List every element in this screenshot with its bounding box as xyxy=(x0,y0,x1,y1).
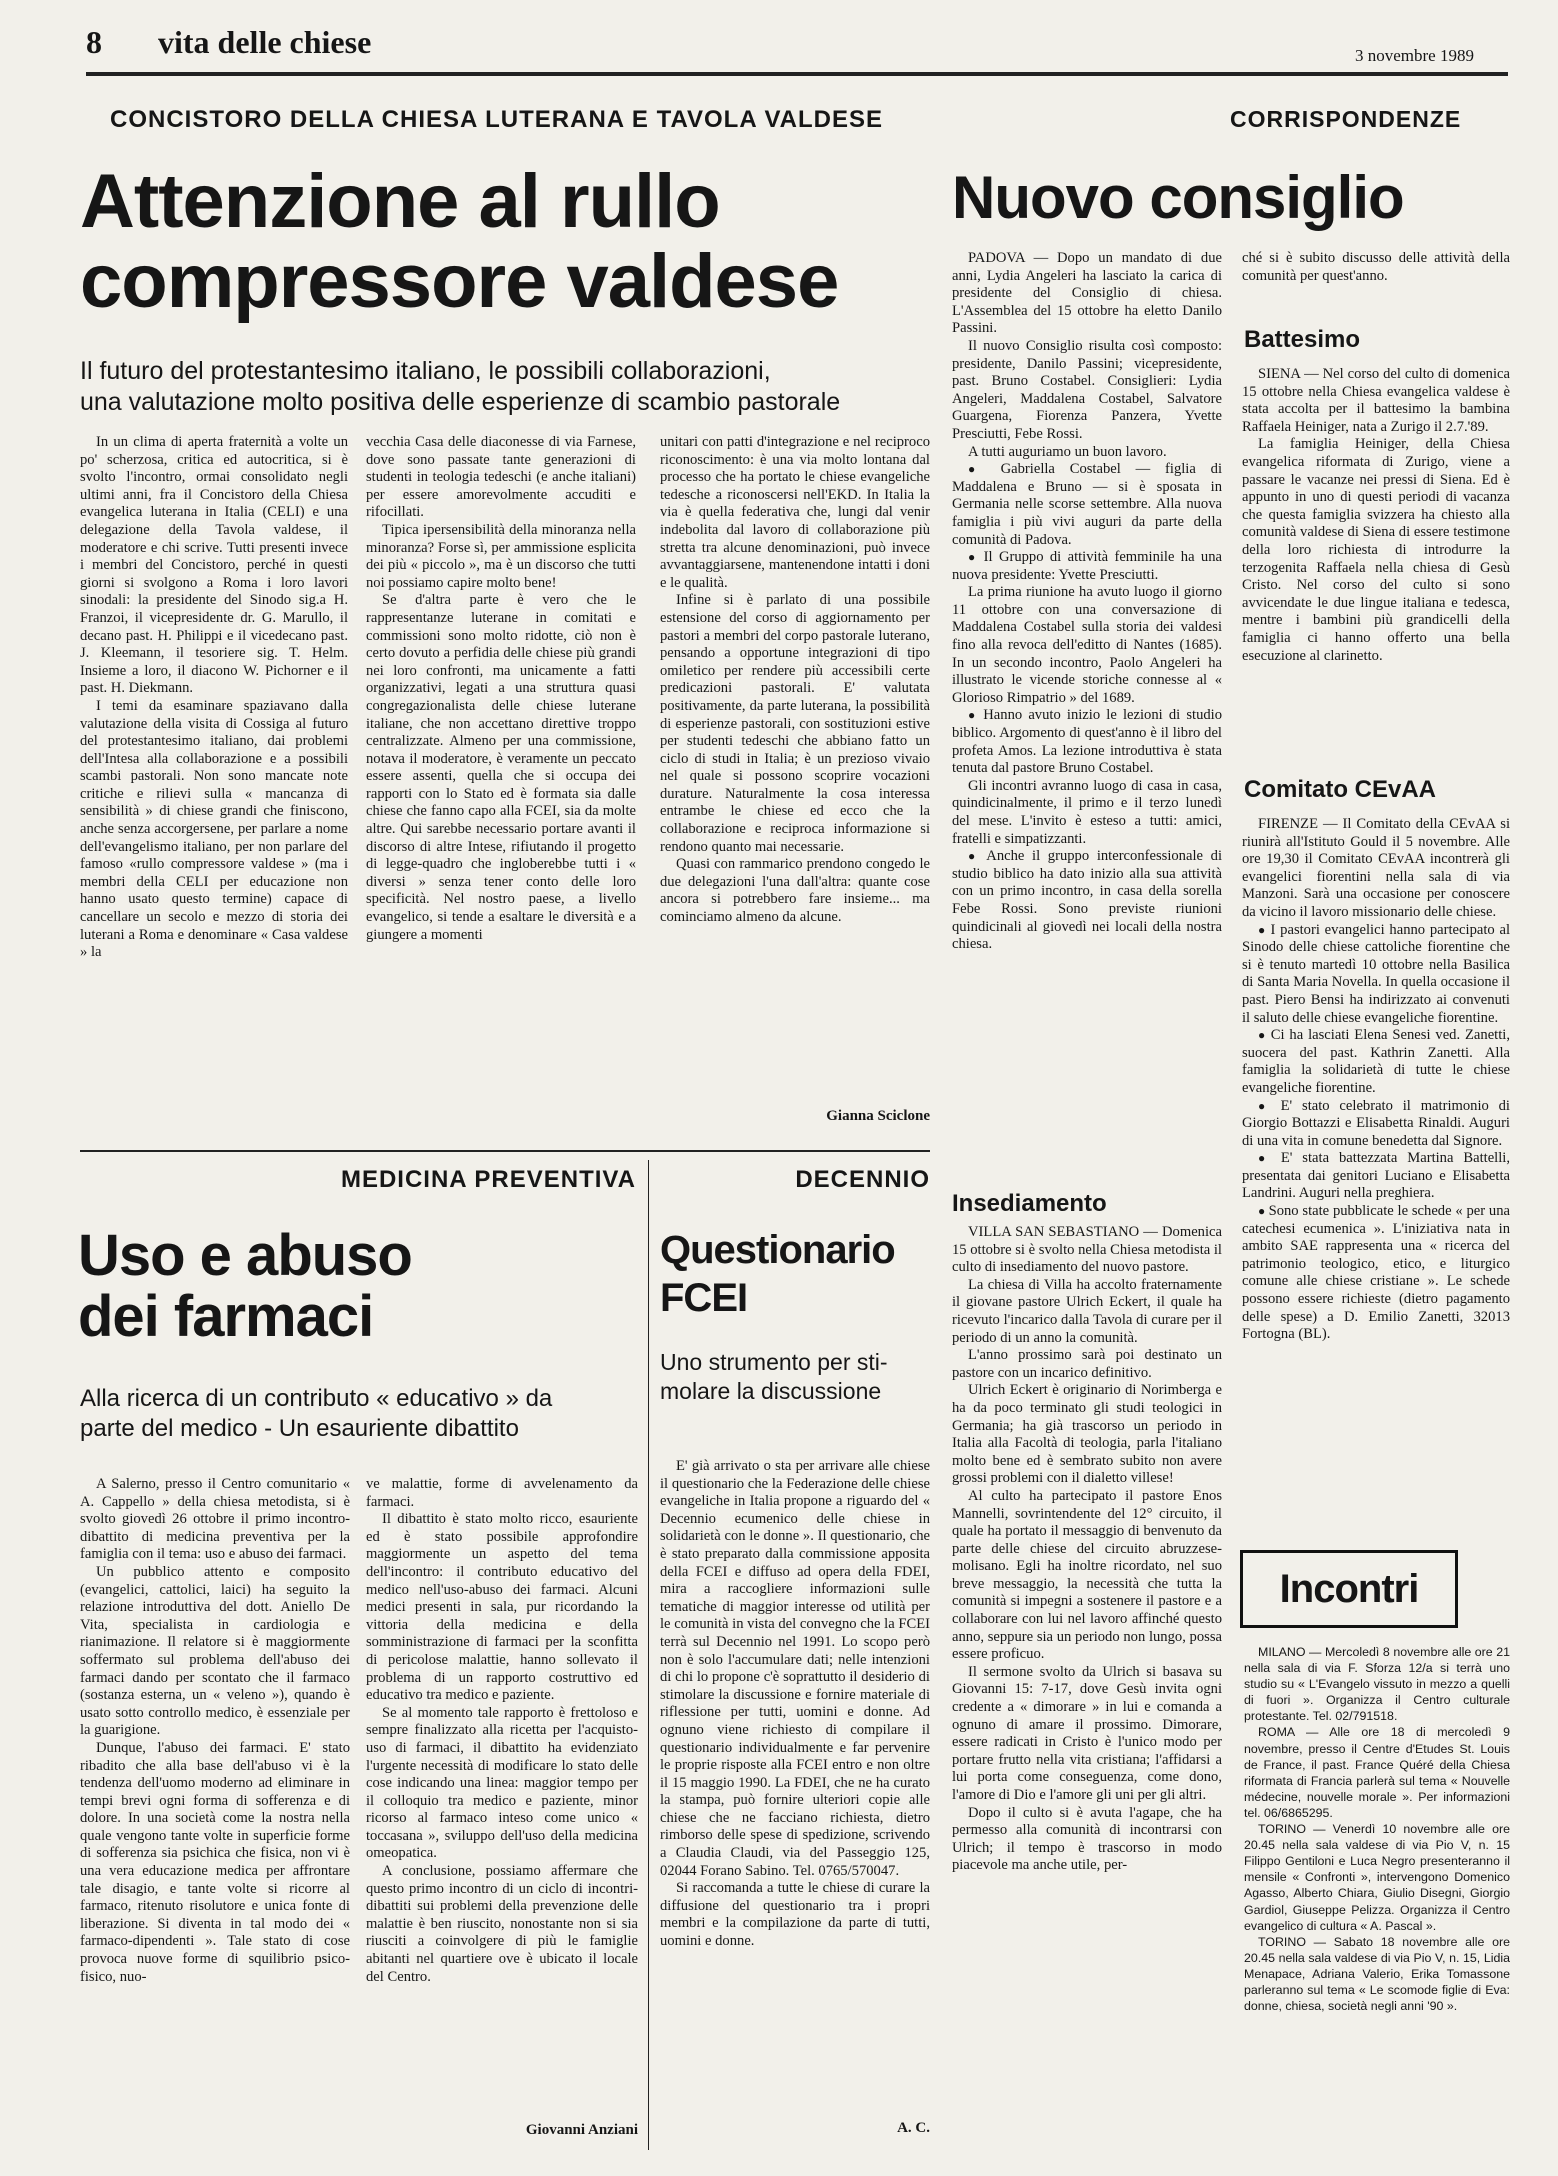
list-item: ● E' stata battezzata Martina Battelli, presentata dai genitori Luciano e Elisabetta Landrini. Auguri nella preghiera. xyxy=(1242,1150,1510,1203)
paragraph: PADOVA — Dopo un mandato di due anni, Lydia Angeleri ha lasciato la carica di presidente del Consiglio di chiesa. L'Assemblea del 15 ottobre ha eletto Danilo Passini. xyxy=(952,250,1222,337)
article3-deck xyxy=(660,1348,940,1406)
article2-headline-line2: dei farmaci xyxy=(78,1283,374,1349)
article2-deck-line2: parte del medico - Un esauriente dibattito xyxy=(80,1415,519,1442)
paragraph: SIENA — Nel corso del culto di domenica 15 ottobre nella Chiesa evangelica valdese è stata accolta per il battesimo la bambina Raffaela Heiniger, nata a Zurigo il 2.7.'89. xyxy=(1242,366,1510,435)
list-item: ● Ci ha lasciati Elena Senesi ved. Zanetti, suocera del past. Kathrin Zanetti. Alla famiglia la solidarietà di tutte le chiese evangeliche fiorentine. xyxy=(1242,1027,1510,1097)
article3-headline-line2: FCEI xyxy=(660,1276,748,1320)
paragraph: A conclusione, possiamo affermare che questo primo incontro di un ciclo di incontri-dibattiti sui problemi della prevenzione delle malattie è ben riuscito, nonostante non si sia riusciti a coinvolgere di più le famiglie abitanti nel quartiere ove è ubicato il locale del Centro. xyxy=(366,1863,638,1985)
paragraph: Quasi con rammarico prendono congedo le due delegazioni l'una dall'altra: quante cose ancora si potrebbero fare insieme... ma cominciamo almeno da alcune. xyxy=(660,856,930,926)
paragraph: E' già arrivato o sta per arrivare alle chiese il questionario che la Federazione delle chiese evangeliche in Italia propone a riguardo del « Decennio ecumenico delle chiese in solidarietà con le donne ». Il questionario, che è stato preparato dalla commissione apposita della FCEI e diffuso ad opera della FDEI, mira a raccogliere informazioni sulle tematiche di maggior interesse od utilità per le comunità in vista del convegno che la FCEI terrà sul Decennio nel 1991. Lo scopo però non è solo l'accumulare dati; nelle intenzioni di chi lo propone c'è soprattutto il desiderio di stimolare la discussione e fornire materiale di riflessione per tutti, uomini e donne. Ad ognuno viene richiesto di compilare il questionario individualmente e far pervenire le proprie risposte alla FCEI entro e non oltre il 15 maggio 1990. La FDEI, che ne ha curato la stampa, può fornire ulteriori copie alle chiese che ne facciano richiesta, dietro rimborso delle spese di spedizione, scrivendo a Claudia Claudi, via del Passeggio 125, 02044 Forano Sabino. Tel. 0765/570047. xyxy=(660,1458,930,1879)
paragraph: ve malattie, forme di avvelenamento da farmaci. xyxy=(366,1476,638,1510)
issue-date: 3 novembre 1989 xyxy=(1355,46,1474,65)
paragraph: Dunque, l'abuso dei farmaci. E' stato ribadito che alla base dell'abuso vi è la tendenza dell'uomo moderno ad eliminare in tempi brevi ogni forma di sofferenza e di dolore. In una società come la nostra nella quale vengono tante volte in superficie forme di sofferenza sia psichica che fisica, non vi è una vera educazione medica per affrontare tale disagio, e tante volte si ricorre al farmaco, ritenuto risolutore e unica fonte di liberazione. Si diventa in tal modo dei « farmaco-dipendenti ». Tale stato di cose provoca nuove forme di squilibrio psico-fisico, nuo- xyxy=(80,1739,350,1985)
article2-deck-line1: Alla ricerca di un contributo « educativo » da xyxy=(80,1385,553,1412)
subhead-insediamento: Insediamento xyxy=(952,1190,1107,1217)
article2-column2 xyxy=(366,1476,638,2116)
column-divider xyxy=(648,1160,649,2150)
list-item: TORINO — Sabato 18 novembre alle ore 20.45 nella sala valdese di via Pio V, n. 15, Lidia Menapace, Adriana Valerio, Erika Tomassone parleranno sul tema « Le scomode figlie di Eva: donne, chiesa, società negli anni '90 ». xyxy=(1244,1934,1510,2014)
section-title: vita delle chiese xyxy=(158,24,372,60)
paragraph: La famiglia Heiniger, della Chiesa evangelica riformata di Zurigo, viene a passare le vacanze nei pressi di Siena. Ed è appunto in uno di questi periodi di vacanza che questa famiglia svizzera ha chiesto alla comunità valdese di Siena di essere testimone della loro richiesta di introdurre la terzogenita Raffaela nella chiesa di Gesù Cristo. Nel corso del culto si sono avvicendate le due lingue italiana e tedesca, mentre i bambini più grandicelli della famiglia ci hanno offerto una bella esecuzione al clarinetto. xyxy=(1242,436,1510,664)
article3-deck-line2: molare la discussione xyxy=(660,1377,882,1404)
insediamento-column xyxy=(952,1224,1222,2150)
paragraph: Se al momento tale rapporto è frettoloso e sempre finalizzato alla ricetta per l'acquisto-uso di farmaci, il dibattito ha evidenziato l'urgente necessità di modificare lo stato delle cose indicando una linea: maggior tempo per il colloquio tra medico e paziente, minor ricorso al farmaco inteso come unico « toccasana », sviluppo dell'uso della medicina omeopatica. xyxy=(366,1704,638,1862)
paragraph: Dopo il culto si è avuta l'agape, che ha permesso alla comunità di incontrarsi con Ulrich; il tempo è trascorso in modo piacevole ma anche utile, per- xyxy=(952,1804,1222,1874)
paragraph: La prima riunione ha avuto luogo il giorno 11 ottobre con una conversazione di Maddalena Costabel sulla storia dei valdesi fino alla revoca dell'editto di Nantes (1685). In un secondo incontro, Paolo Angeleri ha illustrato le vicende storiche connesse al « Glorioso Rimpatrio » del 1689. xyxy=(952,584,1222,706)
article1-kicker: CONCISTORO DELLA CHIESA LUTERANA E TAVOLA VALDESE xyxy=(110,106,884,133)
article3-headline-line1: Questionario xyxy=(660,1228,895,1272)
article1-signature: Gianna Sciclone xyxy=(826,1108,930,1124)
paragraph: I temi da esaminare spaziavano dalla valutazione della visita di Cossiga al futuro del protestantesimo italiano, dai problemi dell'Intesa alla collaborazione e a possibili scambi pastorali. Non sono mancate note critiche e rilievi sulla « mancanza di sensibilità » di chiese grandi che finiscono, anche senza accorgersene, per parlare a nome dell'evangelismo italiano, per non parlare del famoso «rullo compressore valdese » (ma i membri della CELI per educazione non hanno usato questo termine) capace di cancellare un secolo e mezzo di storia dei luterani a Roma e denominare « Casa valdese » la xyxy=(80,697,348,961)
article1-headline-line2: compressore valdese xyxy=(80,238,839,324)
list-item: ● E' stato celebrato il matrimonio di Giorgio Bottazzi e Elisabetta Rinaldi. Auguri di una vita in comune benedetta dal Signore. xyxy=(1242,1098,1510,1151)
incontri-box xyxy=(1240,1550,1458,1628)
paragraph: Ulrich Eckert è originario di Norimberga e ha da poco terminato gli studi teologici in Germania; ha già trascorso un periodo in Italia alla Facoltà di teologia, parla l'italiano molto bene ed è sembrato subito non avere grossi problemi con il dialetto villese! xyxy=(952,1382,1222,1487)
masthead-rule xyxy=(86,72,1508,76)
list-item: ROMA — Alle ore 18 di mercoledì 9 novembre, presso il Centre d'Etudes St. Louis de France, il past. France Quéré della Chiesa riformata di Francia parlerà sul tema « Nouvelle médecine, nouvelle morale ». Per informazioni tel. 06/6865295. xyxy=(1244,1725,1510,1820)
paragraph: FIRENZE — Il Comitato della CEvAA si riunirà all'Istituto Gould il 5 novembre. Alle ore 19,30 il Comitato CEvAA incontrerà gli evangelici fiorentini nella sala di via Manzoni. Sarà una occasione per conoscere da vicino il lavoro missionario delle chiese. xyxy=(1242,816,1510,920)
article2-headline xyxy=(78,1223,658,1349)
paragraph: Al culto ha partecipato il pastore Enos Mannelli, sovrintendente del 12° circuito, il quale ha portato il messaggio di benvenuto da parte delle chiese del circuito abruzzese-molisano. Egli ha inoltre ricordato, nel suo breve messaggio, la necessità che tutta la comunità si impegni a sostenere il pastore e a collaborare con lui nel lavoro affinché questo anno, seppure sia un periodo non lungo, possa essere proficuo. xyxy=(952,1487,1222,1663)
list-item: ● Sono state pubblicate le schede « per una catechesi ecumenica ». L'iniziativa nata in ambito SAE rappresenta una « ricerca del patrimonio teologico, etico, e liturgico comune alle chiese cristiane ». Le schede possono essere richieste (dietro pagamento delle spese) a D. Emilio Zanetti, 32013 Fortogna (BL). xyxy=(1242,1203,1510,1344)
comitato-column xyxy=(1242,816,1510,1498)
paragraph: vecchia Casa delle diaconesse di via Farnese, dove sono passate tante generazioni di studenti in teologia tedeschi (e anche italiani) per essere amorevolmente accuditi e rifocillati. xyxy=(366,434,636,521)
article1-headline xyxy=(80,159,940,324)
article4-kicker: CORRISPONDENZE xyxy=(1230,106,1462,132)
article1-bottom-rule xyxy=(80,1150,930,1152)
battesimo-column xyxy=(1242,366,1510,766)
paragraph: In un clima di aperta fraternità a volte un po' scherzosa, critica ed autocritica, si è svolto l'incontro, ormai consolidato negli ultimi anni, fra il Concistoro della Chiesa evangelica luterana in Italia (CELI) e una delegazione della Tavola valdese, il moderatore e chi scrive. Tutti presenti invece i membri del Concistoro, perché in questi giorni si svolgono a Roma i loro lavori sinodali: la presidente del Sinodo sig.a H. Franzoi, il vicepresidente dr. G. Marullo, il decano past. H. Philippi e il vicedecano past. J. Kleemann, il tesoriere sig. T. Helm. Insieme a loro, il diacono W. Pichorner e il past. H. Diekmann. xyxy=(80,434,348,697)
article3-column1 xyxy=(660,1458,930,2102)
article1-deck-line2: una valutazione molto positiva delle esperienze di scambio pastorale xyxy=(80,388,841,417)
article1-column2 xyxy=(366,434,636,1138)
list-item: ● Hanno avuto inizio le lezioni di studio biblico. Argomento di quest'anno è il libro del profeta Amos. La lezione introduttiva è stata tenuta dal pastore Bruno Costabel. xyxy=(952,707,1222,777)
paragraph: unitari con patti d'integrazione e nel reciproco riconoscimento: è una via molto lontana dal processo che ha portato le chiese evangeliche tedesche a riconoscersi nell'EKD. In Italia la via è quella federativa che, lungi dal venir indebolita dal lavoro di collaborazione più stretta tra alcune denominazioni, può invece avvantaggiarsene, mantenendone intatti i doni e le qualità. xyxy=(660,434,930,591)
paragraph: Il nuovo Consiglio risulta così composto: presidente, Danilo Passini; vicepresidente, past. Bruno Costabel. Consiglieri: Lydia Angeleri, Maddalena Costabel, Salvatore Guargena, Fiorenza Panzera, Yvette Presciutti, Febe Rossi. xyxy=(952,337,1222,442)
list-item: MILANO — Mercoledì 8 novembre alle ore 21 nella sala di via F. Sforza 12/a si terrà uno studio su « L'Evangelo vissuto in mezzo a quelli di fuori ». Organizza il Centro culturale protestante. Tel. 02/791518. xyxy=(1244,1645,1510,1724)
article2-column1 xyxy=(80,1476,350,2142)
incontri-column xyxy=(1244,1644,1510,2154)
list-item: ● Il Gruppo di attività femminile ha una nuova presidente: Yvette Presciutti. xyxy=(952,549,1222,584)
paragraph: Se d'altra parte è vero che le rappresentanze luterane in comitati e commissioni sono molto ridotte, ciò non è certo dovuto a perfidia delle chiese più grandi nei loro confronti, ma unicamente a fatti organizzativi, legati a una struttura quasi congregazionalista delle chiese luterane italiane, che non accettano direttive troppo centralizzate. Almeno per una commissione, notava il moderatore, è veramente un peccato essere assenti, quella che si occupa dei rapporti con lo Stato ed è formata sia dalle chiese che fanno capo alla FCEI, sia da molte altre. Qui sarebbe necessario portare avanti il discorso di altre Intese, rifiutando il progetto di legge-quadro che ingloberebbe tutti i « diversi » senza tener conto delle loro specificità. Nel nostro paese, a livello evangelico, si tende a esaltare le diversità e a giungere a momenti xyxy=(366,592,636,943)
paragraph: ché si è subito discusso delle attività della comunità per quest'anno. xyxy=(1242,250,1510,284)
list-item: ● Gabriella Costabel — figlia di Maddalena e Bruno — si è sposata in Germania nelle scorse settembre. Alla nuova famiglia i più vivi auguri da parte della comunità di Padova. xyxy=(952,461,1222,549)
paragraph: A Salerno, presso il Centro comunitario « A. Cappello » della chiesa metodista, si è svolto giovedì 26 ottobre il primo incontro-dibattito di medicina preventiva per la famiglia con il tema: uso e abuso dei farmaci. xyxy=(80,1476,350,1563)
article1-headline-line1: Attenzione al rullo xyxy=(80,159,720,244)
list-item: ● Anche il gruppo interconfessionale di studio biblico ha dato inizio alla sua attività con un primo incontro, in casa della sorella Febe Rossi. Sono previste riunioni quindicinali al giovedì nei locali della nostra chiesa. xyxy=(952,848,1222,954)
article3-headline xyxy=(660,1226,940,1322)
paragraph: La chiesa di Villa ha accolto fraternamente il giovane pastore Ulrich Eckert, il quale ha ricevuto l'incarico dalla Tavola di curare per il periodo di un anno la comunità. xyxy=(952,1276,1222,1346)
article1-column1 xyxy=(80,434,348,1138)
subhead-battesimo: Battesimo xyxy=(1244,326,1361,353)
paragraph: Gli incontri avranno luogo di casa in casa, quindicinalmente, il primo e il terzo lunedì del mese. L'invito è esteso a tutti: amici, fratelli e simpatizzanti. xyxy=(952,777,1222,847)
incontri-title: Incontri xyxy=(1279,1567,1419,1611)
paragraph: Infine si è parlato di una possibile estensione del corso di aggiornamento per pastori a membri del corpo pastorale luterano, pensando a opportune integrazioni di tipo omiletico per rendere più accessibili certe predicazioni pastorali. E' valutata positivamente, da parte luterana, la possibilità di esperienze pastorali, con sostituzioni estive per studenti tedeschi che abbiano fatto un ciclo di studi in Italia; è un prezioso vivaio nel quale si possono scoprire vocazioni durature. Naturalmente la cosa interessa entrambe le chiese ed ecco che la collaborazione e reciproca informazione si rendono quanto mai necessarie. xyxy=(660,592,930,855)
list-item: TORINO — Venerdì 10 novembre alle ore 20.45 nella sala valdese di via Pio V, n. 15 Filippo Gentiloni e Luca Negro presenteranno il mensile « Confronti », intervengono Domenico Agasso, Alberto Chiara, Giulio Disegni, Giorgio Gardiol, Giuseppe Pelizza. Organizza il Centro evangelico di cultura « A. Pascal ». xyxy=(1244,1822,1510,1933)
paragraph: L'anno prossimo sarà poi destinato un pastore con un incarico definitivo. xyxy=(952,1347,1222,1381)
paragraph: Il sermone svolto da Ulrich si basava su Giovanni 15: 7-17, dove Gesù invita ogni credente a « dimorare » in lui e comanda a ognuno di amare il prossimo. Dimorare, essere radicati in Cristo è l'unico modo per portare frutto nella vita cristiana; l'affidarsi a lui porta come conseguenza, come dono, l'amore di Dio e l'amore gli uni per gli altri. xyxy=(952,1663,1222,1803)
article4-headline: Nuovo consiglio xyxy=(952,164,1404,231)
article4-column2-top xyxy=(1242,250,1510,310)
article1-column3 xyxy=(660,434,930,1124)
list-item: ● I pastori evangelici hanno partecipato al Sinodo delle chiese cattoliche fiorentine che si è tenuto martedì 10 ottobre nella Basilica di Santa Maria Novella. In quella occasione il past. Piero Bensi ha indirizzato ai convenuti il saluto delle chiese evangeliche fiorentine. xyxy=(1242,922,1510,1028)
article3-kicker: DECENNIO xyxy=(795,1166,930,1193)
article2-headline-line1: Uso e abuso xyxy=(78,1223,412,1288)
article1-deck xyxy=(80,356,960,419)
paragraph: Il dibattito è stato molto ricco, esauriente ed è stato possibile approfondire maggiormente un aspetto del tema dell'incontro: il contributo educativo del medico nell'uso-abuso dei farmaci. Alcuni medici presenti in sala, pur ricordando la vittoria della medicina e della somministrazione di farmaci per la sconfitta di pericolose malattie, hanno sollevato il problema di un rapporto costruttivo ed educativo tra medico e paziente. xyxy=(366,1511,638,1704)
article3-signature: A. C. xyxy=(897,2120,930,2136)
article2-signature: Giovanni Anziani xyxy=(525,2122,638,2138)
article2-kicker: MEDICINA PREVENTIVA xyxy=(340,1166,636,1193)
paragraph: VILLA SAN SEBASTIANO — Domenica 15 ottobre si è svolto nella Chiesa metodista il culto di insediamento del nuovo pastore. xyxy=(952,1224,1222,1276)
paragraph: Si raccomanda a tutte le chiese di curare la diffusione del questionario tra i propri membri e la compilazione da parte di tutti, uomini e donne. xyxy=(660,1880,930,1950)
page-number: 8 xyxy=(86,24,102,60)
article3-deck-line1: Uno strumento per sti- xyxy=(660,1349,888,1375)
paragraph: Tipica ipersensibilità della minoranza nella minoranza? Forse sì, per ammissione esplicita dei più « piccolo », ma è un discorso che tutti noi possiamo capire molto bene! xyxy=(366,521,636,591)
article1-deck-line1: Il futuro del protestantesimo italiano, le possibili collaborazioni, xyxy=(80,357,771,385)
article4-column1 xyxy=(952,250,1222,1172)
subhead-comitato: Comitato CEvAA xyxy=(1244,776,1437,803)
paragraph: Un pubblico attento e composito (evangelici, cattolici, laici) ha seguito la relazione introduttiva del dott. Aniello De Vita, specialista in cardiologia e rianimazione. Il relatore si è maggiormente soffermato sul problema dell'abuso dei farmaci dando per scontato che il farmaco (sostanza esterna, un « veleno »), quando è usato sotto controllo medico, è essenziale per la guarigione. xyxy=(80,1563,350,1739)
paragraph: A tutti auguriamo un buon lavoro. xyxy=(968,443,1167,460)
article2-deck xyxy=(80,1384,660,1444)
